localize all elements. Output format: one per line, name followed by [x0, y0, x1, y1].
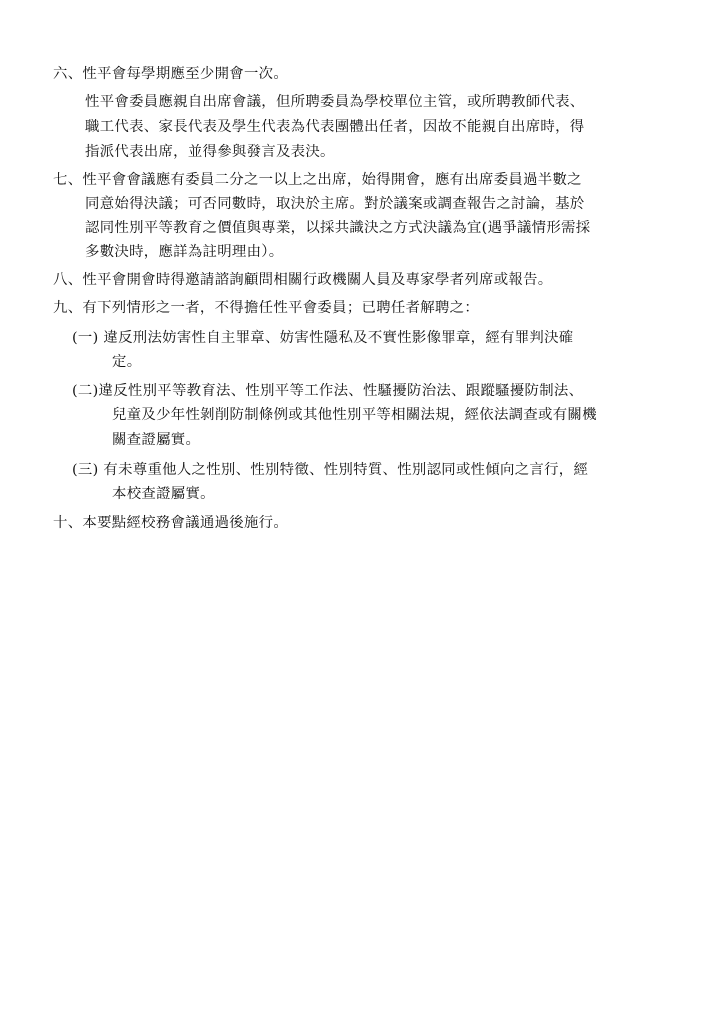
item-9-3-line-2: 本校查證屬實。	[112, 486, 215, 502]
item-6-note-line-1: 性平會委員應親自出席會議，但所聘委員為學校單位主管，或所聘教師代表、	[85, 94, 585, 110]
item-6-line-1: 六、性平會每學期應至少開會一次。	[53, 66, 289, 82]
item-7-line-4: 多數決時，應詳為註明理由）。	[85, 244, 284, 260]
item-9-1-line-1: (一) 違反刑法妨害性自主罪章、妨害性隱私及不實性影像罪章，經有罪判決確	[72, 330, 574, 346]
item-9-1-line-2: 定。	[112, 354, 142, 370]
item-7-line-1: 七、性平會會議應有委員二分之一以上之出席，始得開會，應有出席委員過半數之	[53, 172, 582, 188]
item-9-line-1: 九、有下列情形之一者，不得擔任性平會委員；已聘任者解聘之：	[53, 300, 480, 316]
item-7-line-3: 認同性別平等教育之價值與專業，以採共識決之方式決議為宜(遇爭議情形需採	[85, 220, 591, 236]
item-9-2-line-1: (二)違反性別平等教育法、性別平等工作法、性騷擾防治法、跟蹤騷擾防制法、	[72, 383, 584, 399]
item-6-note-line-2: 職工代表、家長代表及學生代表為代表團體出任者，因故不能親自出席時，得	[85, 119, 585, 135]
item-9-2-line-2: 兒童及少年性剝削防制條例或其他性別平等相關法規，經依法調查或有關機	[112, 407, 597, 423]
item-8-line-1: 八、性平會開會時得邀請諮詢顧問相關行政機關人員及專家學者列席或報告。	[53, 272, 553, 288]
item-7-line-2: 同意始得決議；可否同數時，取決於主席。對於議案或調查報告之討論，基於	[85, 196, 585, 212]
item-10-line-1: 十、本要點經校務會議通過後施行。	[53, 515, 289, 531]
item-6-note-line-3: 指派代表出席，並得參與發言及表決。	[85, 144, 335, 160]
item-9-3-line-1: (三) 有未尊重他人之性別、性別特徵、性別特質、性別認同或性傾向之言行，經	[72, 462, 589, 478]
item-9-2-line-3: 關查證屬實。	[112, 432, 201, 448]
